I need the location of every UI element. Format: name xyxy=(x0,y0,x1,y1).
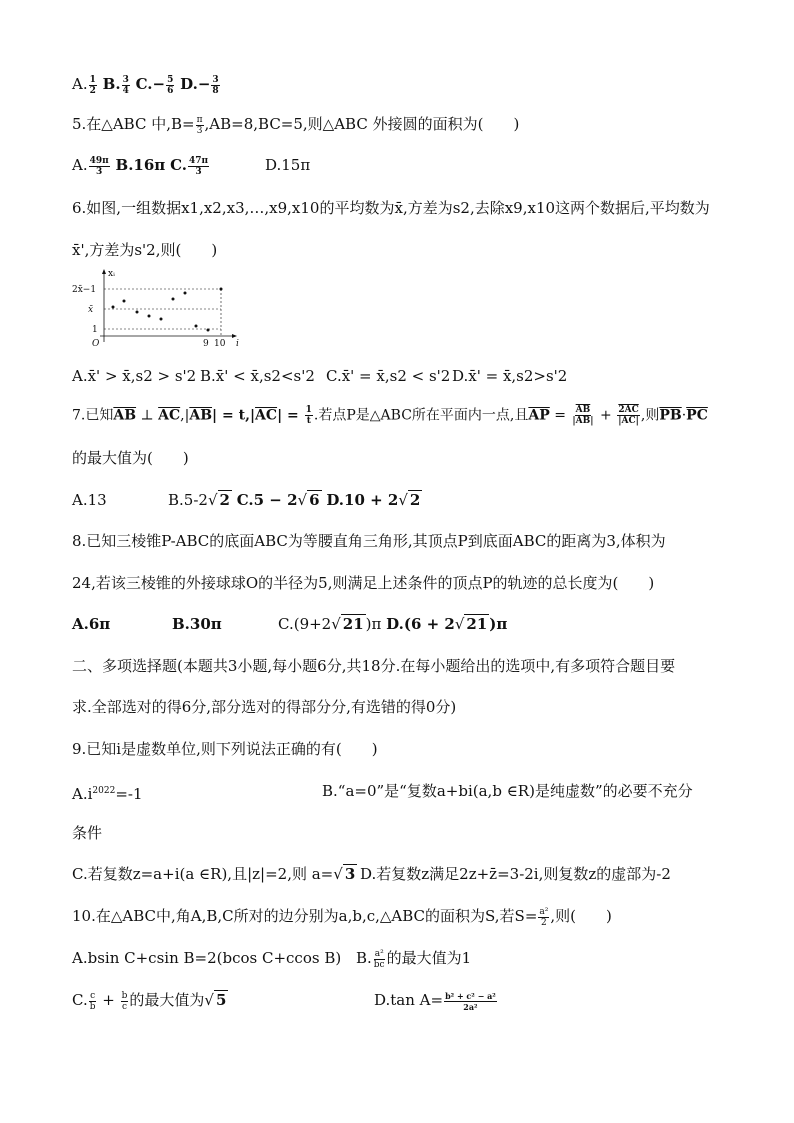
vector-ap: $\overline{AP}$ xyxy=(528,407,550,424)
q10-stem: 10.在△ABC中,角A,B,C所对的边分别为a,b,c,△ABC的面积为S,若S= $\frac{\text{a²}}{2}$ ,则( ) xyxy=(72,906,612,928)
q4-option-a-value: $\frac{1}{2}$ xyxy=(89,74,96,96)
section-2-heading-line2: 求.全部选对的得6分,部分选对的得部分分,有选错的得0分) xyxy=(72,698,457,716)
q8-option-d: D.(6 + 2 xyxy=(386,615,455,633)
q9-stem: 9.已知i是虚数单位,则下列说法正确的有( ) xyxy=(72,740,378,758)
q5-option-a-value: $\frac{49\pi}{3}$ xyxy=(89,155,109,177)
vector-pc: $\overline{PC}$ xyxy=(686,407,708,424)
q5-option-b: B.16π xyxy=(115,156,166,174)
q6-stem-line2: x̄',方差为s'2,则( ) xyxy=(72,241,218,259)
vector-ab: $\overline{AB}$ xyxy=(113,407,137,424)
q8-option-c: C.(9+2√ 21 )π D.(6 + 2√ 21 )π xyxy=(278,615,508,633)
q10-option-c: C. $\frac{c}{b}$ + $\frac{b}{c}$ 的最大值为√ 5 xyxy=(72,990,227,1012)
q8-stem-line2: 24,若该三棱锥的外接球球O的半径为5,则满足上述条件的顶点P的轨迹的总长度为( ) xyxy=(72,574,655,592)
data-point-10 xyxy=(220,288,223,291)
q10-area-fraction: $\frac{\text{a²}}{2}$ xyxy=(539,906,549,928)
q5-option-c-value: $\frac{47\pi}{3}$ xyxy=(188,155,209,177)
q4-option-c-label: C.− xyxy=(135,75,166,93)
data-point-2 xyxy=(123,300,126,303)
q7-option-c: C.5 − 2 xyxy=(236,491,298,509)
q7-option-a: A.13 xyxy=(72,491,107,509)
q9-option-b: B.“a=0”是“复数a+bi(a,b ∈R)是纯虚数”的必要不充分 xyxy=(322,782,693,800)
x-axis-label: i xyxy=(236,339,239,348)
q5-angle-fraction: $\frac{\pi}{3}$ xyxy=(196,114,203,136)
vector-ac: $\overline{AC}$ xyxy=(158,407,181,424)
q5-options xyxy=(72,155,210,177)
q9-option-d: D.若复数z满足2z+z̄=3-2i,则复数z的虚部为-2 xyxy=(360,865,671,883)
data-point-9 xyxy=(207,329,210,332)
q7-stem-line1: 7.已知$\overline{AB}$ ⊥ $\overline{AC},|\overline{AB}| = t,|\overline{AC}|$ = $\frac{1}{t}$ .若点P是△ABC所在平面内一点,且$\overline{AP}$ = $\frac{\overline{AB}}{|AB|}$ + $\frac{2AC}{|AC|}$ ,则$\overline{PB}\cdot\overline{PC}$ xyxy=(72,405,708,426)
q10-option-a: A.bsin C+csin B=2(bcos C+ccos B) xyxy=(72,949,342,967)
q6-stem-line1: 6.如图,一组数据x1,x2,x3,…,x9,x10的平均数为x̄,方差为s2,去除x9,x10这两个数据后,平均数为 xyxy=(72,199,710,217)
q4-option-a-label: A. xyxy=(72,75,88,93)
q6-option-b: B.x̄' < x̄,s2<s'2 xyxy=(200,367,315,385)
q7-one-over-t: $\frac{1}{t}$ xyxy=(305,405,312,426)
q6-option-d: D.x̄' = x̄,s2>s'2 xyxy=(452,367,568,385)
y-tick-mid: x̄ xyxy=(88,305,94,315)
q10-option-b: B. $\frac{\text{a²}}{bc}$ 的最大值为1 xyxy=(356,948,472,970)
q9-option-c: C.若复数z=a+i(a ∈R),且|z|=2,则 a=√ 3 xyxy=(72,865,356,883)
x-tick-9: 9 xyxy=(203,339,209,348)
x-axis-arrow xyxy=(232,334,237,338)
q4-option-d-label: D.− xyxy=(180,75,211,93)
y-tick-top: 2x̄−1 xyxy=(72,285,97,295)
q9-option-a: $A.i^{2022}=-1$ xyxy=(72,785,143,803)
q10-option-d: D.tan A= $\frac{\text{b² + c² − a²}}{\text{2a²}}$ xyxy=(374,990,496,1012)
q4-option-b-label: B. xyxy=(102,75,121,93)
q8-stem-line1: 8.已知三棱锥P-ABC的底面ABC为等腰直角三角形,其顶点P到底面ABC的距离为3,体积为 xyxy=(72,532,666,550)
data-point-7 xyxy=(184,292,187,295)
y-axis-label: xᵢ xyxy=(108,269,115,279)
q7-unit-ab: $\frac{\overline{AB}}{|AB|}$ xyxy=(572,405,594,426)
data-point-6 xyxy=(172,298,175,301)
data-point-8 xyxy=(195,325,198,328)
vector-pb: $\overline{PB}$ xyxy=(659,407,682,424)
q6-scatter-figure xyxy=(72,266,252,348)
q5-option-a: A. xyxy=(72,156,88,174)
q8-option-a: A.6π xyxy=(72,615,111,633)
q5-option-d: D.15π xyxy=(265,156,311,174)
section-2-heading-line1: 二、多项选择题(本题共3小题,每小题6分,共18分.在每小题给出的选项中,有多项符合题目要 xyxy=(72,657,676,675)
data-point-3 xyxy=(136,311,139,314)
q7-option-d: D.10 + 2 xyxy=(326,491,399,509)
x-tick-10: 10 xyxy=(214,339,226,348)
origin-label: O xyxy=(92,339,100,348)
q4-option-b-value: $\frac{3}{4}$ xyxy=(122,74,129,96)
q5-option-c: C. xyxy=(170,156,187,174)
q4-option-d-value: $\frac{3}{8}$ xyxy=(212,74,219,96)
q7-unit-ac: $\frac{2AC}{|AC|}$ xyxy=(618,405,639,426)
q7-option-b: B.5-2√ 2 C.5 − 2√ 6 D.10 + 2√ 2 xyxy=(168,491,421,509)
y-axis-arrow xyxy=(102,269,106,274)
q4-option-c-value: $\frac{5}{6}$ xyxy=(167,74,174,96)
q4-options xyxy=(72,74,221,96)
q8-option-b: B.30π xyxy=(172,615,222,633)
q5-stem: 5.在△ABC 中,B= $\frac{\pi}{3}$ ,AB=8,BC=5,则△ABC 外接圆的面积为( ) xyxy=(72,114,520,136)
q6-option-c: C.x̄' = x̄,s2 < s'2 xyxy=(326,367,451,385)
q6-option-a: A.x̄' > x̄,s2 > s'2 xyxy=(72,367,197,385)
y-tick-low: 1 xyxy=(92,325,98,335)
data-point-4 xyxy=(148,315,151,318)
q7-stem-line2: 的最大值为( ) xyxy=(72,449,189,467)
data-point-5 xyxy=(160,318,163,321)
data-point-1 xyxy=(112,306,115,309)
q9-option-b-continuation: 条件 xyxy=(72,824,103,842)
